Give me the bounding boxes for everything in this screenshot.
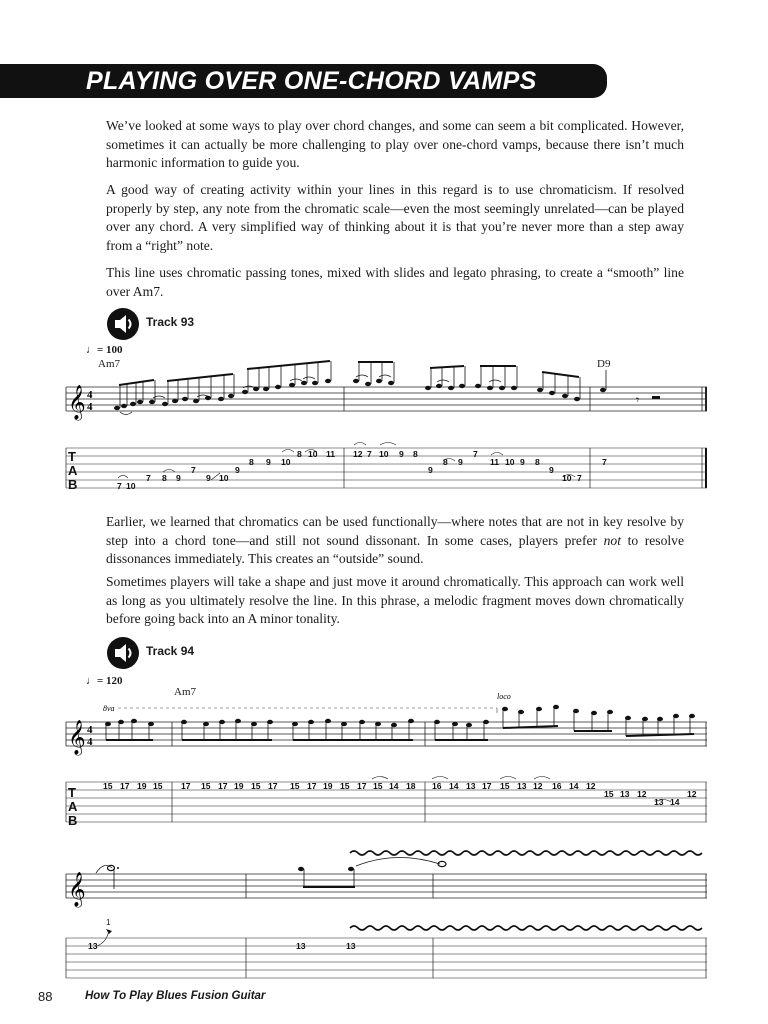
tab-number: 9 xyxy=(176,473,181,483)
tab-number: 7 xyxy=(146,473,151,483)
svg-text:12: 12 xyxy=(533,781,543,791)
time-signature xyxy=(87,389,93,413)
tab-number: 7 xyxy=(117,481,122,491)
svg-text:4: 4 xyxy=(87,736,93,748)
svg-text:13: 13 xyxy=(466,781,476,791)
tab-numbers-ex2 xyxy=(103,781,697,807)
tab-lines-ex2 xyxy=(66,782,707,822)
chord-am7: Am7 xyxy=(98,358,120,370)
tab-number: 9 xyxy=(206,473,211,483)
tab-number: 10 xyxy=(505,457,515,467)
svg-text:18: 18 xyxy=(406,781,416,791)
tab-number: 10 xyxy=(308,449,318,459)
tab-number: 10 xyxy=(126,481,136,491)
staff-lines-ex2-sys3 xyxy=(66,874,707,898)
svg-text:17: 17 xyxy=(357,781,367,791)
track-label: Track 93 xyxy=(146,315,195,329)
noteheads-ex2-sys3 xyxy=(108,861,447,871)
svg-text:15: 15 xyxy=(604,789,614,799)
tab-number: 11 xyxy=(326,449,336,459)
tab-number: 7 xyxy=(367,449,372,459)
paragraph-4: Earlier, we learned that chromatics can be used functionally—where notes that are not in key resolve by step into a chord tone—and still not sound dissonant. In some cases, players prefer not to resolve dissonances immediately. This creates an “outside” sound. xyxy=(106,514,684,567)
tab-number: 8 xyxy=(535,457,540,467)
svg-text:T: T xyxy=(68,785,76,800)
tab-number: 10 xyxy=(281,457,291,467)
paragraph-1: We’ve looked at some ways to play over chord changes, and some can seem a bit complicated. However, sometimes it can actually be more challenging to play over one-chord vamps, because there isn’t much harmonic information to guide you. xyxy=(106,118,684,171)
section-title: PLAYING OVER ONE-CHORD VAMPS xyxy=(86,67,537,95)
svg-text:15: 15 xyxy=(153,781,163,791)
svg-text:14: 14 xyxy=(449,781,459,791)
bend-arrow xyxy=(97,930,109,946)
treble-clef-icon: 𝄞 xyxy=(68,385,86,420)
beams-ex2 xyxy=(106,726,694,740)
svg-text:15: 15 xyxy=(103,781,113,791)
vibrato-line-tab xyxy=(350,926,702,930)
tab-number: 9 xyxy=(399,449,404,459)
svg-text:19: 19 xyxy=(234,781,244,791)
noteheads-ex2 xyxy=(105,705,695,727)
time-sig-top: 4 xyxy=(87,389,93,401)
chord-am7: Am7 xyxy=(174,686,196,698)
stems-ex2-sys3 xyxy=(114,868,354,889)
svg-text:4: 4 xyxy=(87,724,93,736)
bend-amount: 1 xyxy=(106,918,111,927)
tab-number: 9 xyxy=(520,457,525,467)
treble-clef-icon: 𝄞 xyxy=(68,720,86,755)
svg-text:T: T xyxy=(68,449,76,464)
svg-text:15: 15 xyxy=(340,781,350,791)
svg-text:17: 17 xyxy=(218,781,228,791)
svg-text:B: B xyxy=(68,477,78,492)
eighth-rest-icon: 𝄾 xyxy=(636,393,640,407)
svg-text:13: 13 xyxy=(620,789,630,799)
tab-number: 7 xyxy=(602,457,607,467)
tab-lines-sys3 xyxy=(66,938,707,978)
paragraph-5: Sometimes players will take a shape and just move it around chromatically. This approach can work well as long as you ultimately resolve the line. In this phrase, a melodic fragment moves down chromatically before going back into an A minor tonality. xyxy=(106,574,684,627)
svg-text:15: 15 xyxy=(251,781,261,791)
svg-text:A: A xyxy=(68,463,78,478)
page-number: 88 xyxy=(38,989,53,1004)
tab-number: 7 xyxy=(577,473,582,483)
tempo-marking: ♩= 100 xyxy=(86,344,123,356)
book-title: How To Play Blues Fusion Guitar xyxy=(85,990,266,1002)
svg-text:15: 15 xyxy=(290,781,300,791)
svg-text:A: A xyxy=(68,799,78,814)
svg-text:13: 13 xyxy=(88,941,98,951)
tab-number: 8 xyxy=(297,449,302,459)
tab-number: 7 xyxy=(473,449,478,459)
beams-ex1 xyxy=(119,361,579,385)
slurs-sys3 xyxy=(96,857,440,873)
svg-text:13: 13 xyxy=(346,941,356,951)
section-banner xyxy=(0,64,607,98)
tab-number: 8 xyxy=(443,457,448,467)
tab-clef xyxy=(68,449,78,492)
svg-text:17: 17 xyxy=(268,781,278,791)
half-rest-icon xyxy=(652,396,660,399)
treble-clef-icon: 𝄞 xyxy=(68,872,86,907)
svg-text:12: 12 xyxy=(637,789,647,799)
svg-text:14: 14 xyxy=(670,797,680,807)
svg-text:12: 12 xyxy=(586,781,596,791)
slurs-ex1 xyxy=(120,375,501,415)
chord-d9: D9 xyxy=(597,358,611,370)
svg-text:17: 17 xyxy=(307,781,317,791)
tab-number: 9 xyxy=(235,465,240,475)
tab-number: 10 xyxy=(562,473,572,483)
time-signature xyxy=(87,724,93,748)
svg-text:15: 15 xyxy=(201,781,211,791)
tab-slurs-ex1 xyxy=(118,443,575,481)
staff-lines-ex2 xyxy=(66,722,707,746)
tab-number: 8 xyxy=(162,473,167,483)
svg-text:12: 12 xyxy=(687,789,697,799)
speaker-icon xyxy=(106,636,140,670)
tab-number: 10 xyxy=(379,449,389,459)
tab-number: 9 xyxy=(266,457,271,467)
svg-text:16: 16 xyxy=(552,781,562,791)
vibrato-line xyxy=(350,851,702,855)
tab-clef xyxy=(68,785,78,828)
svg-text:14: 14 xyxy=(569,781,579,791)
svg-text:17: 17 xyxy=(120,781,130,791)
track-label: Track 94 xyxy=(146,644,195,658)
tempo-marking: ♩= 120 xyxy=(86,675,123,687)
svg-text:15: 15 xyxy=(500,781,510,791)
tab-number: 10 xyxy=(219,473,229,483)
speaker-icon xyxy=(106,307,140,341)
svg-text:B: B xyxy=(68,813,78,828)
tab-number: 9 xyxy=(428,465,433,475)
svg-text:15: 15 xyxy=(373,781,383,791)
svg-text:14: 14 xyxy=(389,781,399,791)
tab-number: 7 xyxy=(191,465,196,475)
svg-text:19: 19 xyxy=(323,781,333,791)
tab-numbers-ex1 xyxy=(117,449,607,491)
paragraph-2: A good way of creating activity within your lines in this regard is to use chromaticism. If resolved properly by step, any note from the chromatic scale—even the most seemingly unrelated—can be played over any chord. A very simplified way of thinking about it is that you’re never more than a step away from a “right” note. xyxy=(106,182,684,253)
stems-ex1 xyxy=(120,361,606,408)
time-sig-bottom: 4 xyxy=(87,401,93,413)
svg-text:19: 19 xyxy=(137,781,147,791)
svg-text:17: 17 xyxy=(482,781,492,791)
tab-number: 8 xyxy=(413,449,418,459)
tab-lines-ex1 xyxy=(66,448,707,488)
tab-slurs-ex2 xyxy=(372,777,671,803)
ottava-mark: 8va xyxy=(103,704,115,713)
tab-number: 9 xyxy=(549,465,554,475)
svg-text:13: 13 xyxy=(654,797,664,807)
staff-lines xyxy=(66,387,707,411)
noteheads-ex1 xyxy=(114,379,606,410)
tab-numbers-sys3 xyxy=(88,941,356,951)
svg-text:13: 13 xyxy=(517,781,527,791)
tab-number: 9 xyxy=(458,457,463,467)
svg-text:16: 16 xyxy=(432,781,442,791)
svg-text:13: 13 xyxy=(296,941,306,951)
paragraph-3: This line uses chromatic passing tones, mixed with slides and legato phrasing, to create a “smooth” line over Am7. xyxy=(106,265,684,299)
svg-text:17: 17 xyxy=(181,781,191,791)
tab-number: 8 xyxy=(249,457,254,467)
tab-number: 11 xyxy=(490,457,500,467)
tab-number: 12 xyxy=(353,449,363,459)
stems-ex2 xyxy=(106,707,690,740)
loco-mark: loco xyxy=(497,692,511,701)
